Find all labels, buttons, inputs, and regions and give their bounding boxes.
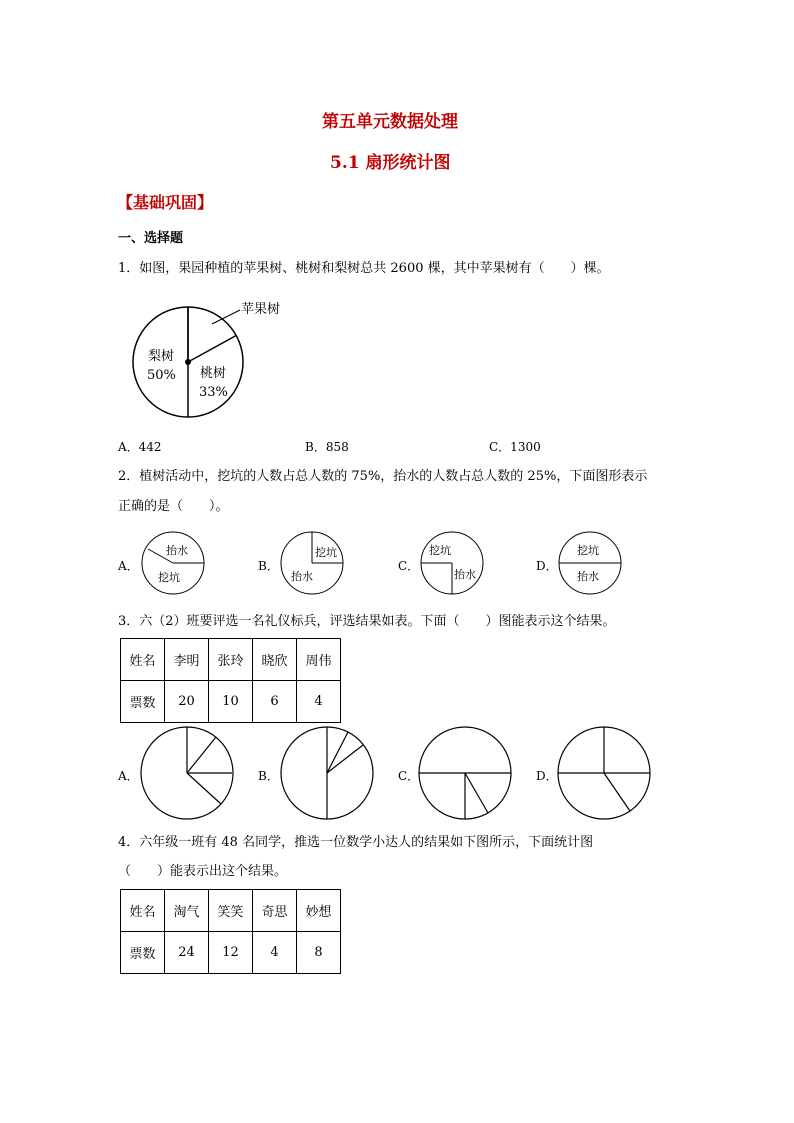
q1-pie-center: [185, 359, 191, 365]
q3b-divider-3: [327, 745, 363, 773]
q2b-dig-label: 挖坑: [315, 546, 337, 559]
q3b-divider-2: [327, 732, 348, 773]
q3-option-a-chart[interactable]: [139, 726, 239, 822]
q3-stem: 3．六（2）班要评选一名礼仪标兵，评选结果如表。下面（ ）图能表示这个结果。: [118, 614, 616, 629]
q3-header-3: 晓欣: [253, 639, 297, 681]
q3-option-c[interactable]: C．: [398, 769, 420, 783]
q2d-dig-label: 挖坑: [577, 544, 599, 557]
q3d-divider-3: [604, 773, 630, 811]
q1-pear-pct: 50%: [147, 368, 176, 383]
q3-option-d[interactable]: D．: [536, 769, 558, 783]
q4-row-label: 票数: [121, 932, 165, 974]
q3-vote-table: [120, 638, 341, 723]
q3-value-3: 6: [253, 681, 297, 723]
q4-stem-line2: （ ）能表示出这个结果。: [118, 864, 288, 879]
q2-option-d-chart[interactable]: [555, 530, 627, 598]
q1-pie-chart: [120, 290, 320, 425]
q3-row-label: 票数: [121, 681, 165, 723]
q2c-dig-label: 挖坑: [429, 544, 451, 557]
section-label: 【基础巩固】: [117, 193, 214, 212]
q1-pie-divider-apple-bottom: [188, 336, 236, 363]
part-label: 一、选择题: [118, 231, 184, 246]
q3-option-b-chart[interactable]: [279, 726, 379, 822]
q3a-divider-2: [187, 737, 216, 773]
q4-vote-table: [120, 889, 341, 974]
q3-value-4: 4: [297, 681, 341, 723]
q1-option-a[interactable]: A．442: [118, 440, 162, 454]
q1-peach-label: 桃树: [200, 366, 227, 381]
q1-apple-label: 苹果树: [241, 302, 281, 317]
q2-option-a-chart[interactable]: [138, 530, 210, 598]
q3-header-name: 姓名: [121, 639, 165, 681]
q4-value-3: 4: [253, 932, 297, 974]
q2a-water-label: 抬水: [166, 544, 188, 557]
unit-title: 第五单元数据处理: [322, 112, 458, 132]
q2-stem-line1: 2．植树活动中，挖坑的人数占总人数的 75%，抬水的人数占总人数的 25%，下面图形表示: [118, 469, 648, 484]
table-row: [121, 932, 341, 974]
q3c-divider-3: [465, 773, 488, 813]
q1-stem: 1．如图，果园种植的苹果树、桃树和梨树总共 2600 棵，其中苹果树有（ ）棵。: [118, 261, 610, 276]
q2-option-a[interactable]: A．: [118, 559, 139, 573]
q3-option-a[interactable]: A．: [118, 769, 139, 783]
q3a-divider-4: [187, 773, 221, 804]
q3-option-c-chart[interactable]: [417, 726, 517, 822]
table-row: [121, 639, 341, 681]
q2c-water-label: 抬水: [454, 568, 476, 581]
table-row: [121, 681, 341, 723]
q3-option-d-chart[interactable]: [556, 726, 656, 822]
q2-option-c-chart[interactable]: [417, 530, 489, 598]
q4-stem-line1: 4．六年级一班有 48 名同学，推选一位数学小达人的结果如下图所示，下面统计图: [118, 835, 594, 850]
q4-header-name: 姓名: [121, 890, 165, 932]
q4-header-4: 妙想: [297, 890, 341, 932]
q3-value-1: 20: [165, 681, 209, 723]
q3-header-4: 周伟: [297, 639, 341, 681]
q2d-water-label: 抬水: [577, 570, 599, 583]
q1-option-b[interactable]: B．858: [305, 440, 349, 454]
lesson-title: 5.1 扇形统计图: [330, 153, 451, 173]
q2-option-c[interactable]: C．: [398, 559, 420, 573]
q2-stem-line2: 正确的是（ ）。: [118, 499, 229, 514]
q2-option-b[interactable]: B．: [258, 559, 279, 573]
q4-value-1: 24: [165, 932, 209, 974]
q1-option-c[interactable]: C．1300: [489, 440, 541, 454]
q3-header-1: 李明: [165, 639, 209, 681]
q3-value-2: 10: [209, 681, 253, 723]
q3-header-2: 张玲: [209, 639, 253, 681]
q4-header-3: 奇思: [253, 890, 297, 932]
q4-header-1: 淘气: [165, 890, 209, 932]
q3-option-b[interactable]: B．: [258, 769, 279, 783]
q1-pear-label: 梨树: [148, 349, 175, 364]
q4-value-4: 8: [297, 932, 341, 974]
q2a-dig-label: 挖坑: [158, 571, 180, 584]
q2-option-d[interactable]: D．: [536, 559, 558, 573]
q4-header-2: 笑笑: [209, 890, 253, 932]
q2b-water-label: 抬水: [291, 570, 313, 583]
q1-peach-pct: 33%: [199, 385, 228, 400]
q4-value-2: 12: [209, 932, 253, 974]
q2-option-b-chart[interactable]: [277, 530, 349, 598]
table-row: [121, 890, 341, 932]
